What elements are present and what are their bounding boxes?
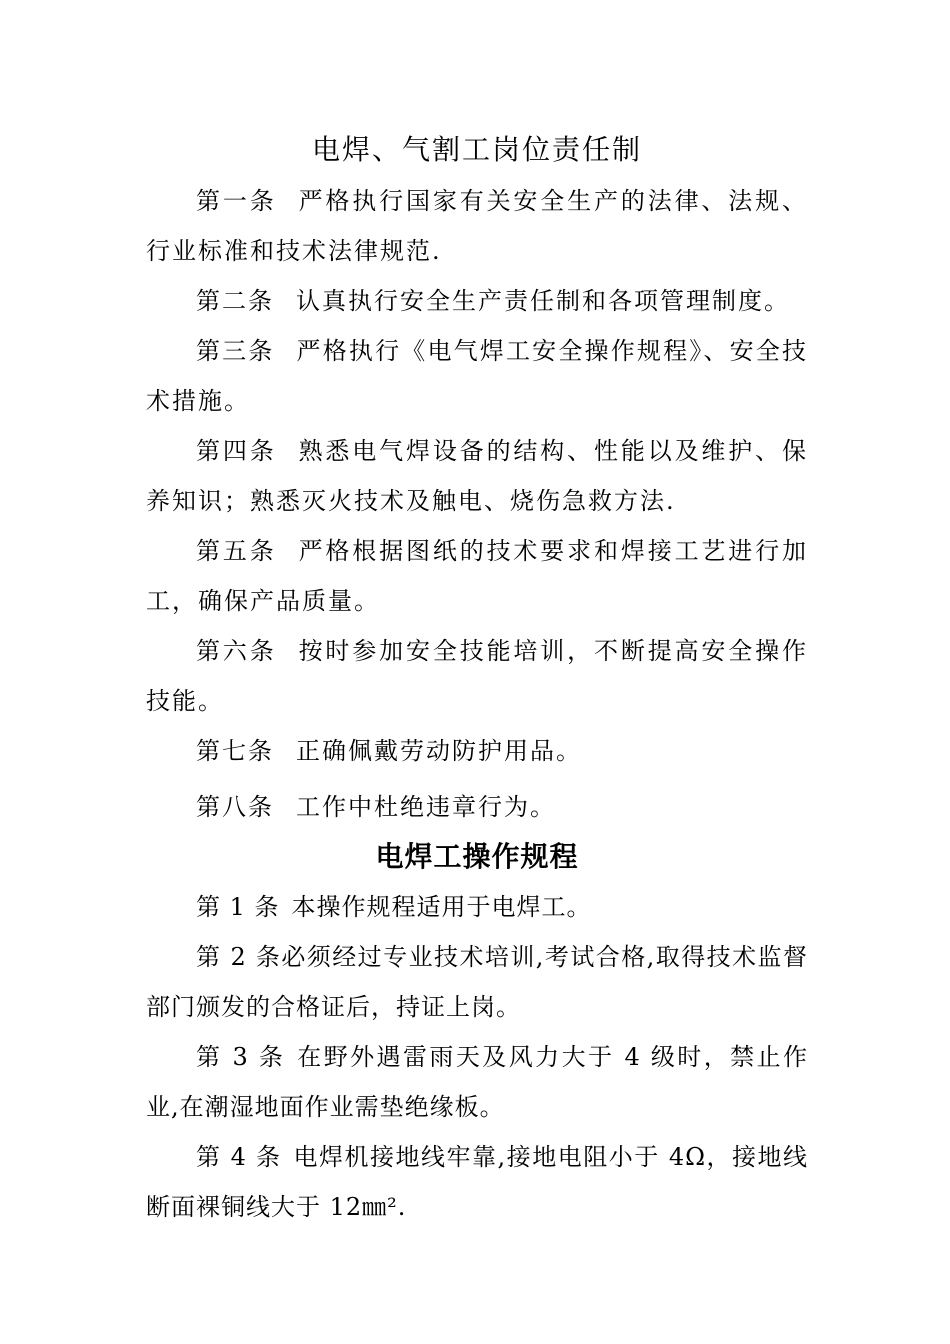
- rule-number: 第 4 条: [196, 1143, 282, 1171]
- article-2: [146, 276, 808, 326]
- rule-3: [146, 1032, 808, 1132]
- section1-articles: [146, 176, 808, 832]
- article-4: [146, 426, 808, 526]
- article-text: 严格执行国家有关安全生产的法律、法规、行业标准和技术法律规范.: [146, 187, 809, 265]
- article-text: 严格根据图纸的技术要求和焊接工艺进行加工，确保产品质量。: [146, 537, 809, 615]
- rule-1: [146, 882, 808, 932]
- article-3: [146, 326, 808, 426]
- rule-2: [146, 932, 808, 1032]
- rule-number: 第 3 条: [196, 1043, 286, 1071]
- section2-rules: [146, 882, 808, 1232]
- article-number: 第五条: [196, 537, 277, 565]
- rule-text: 在野外遇雷雨天及风力大于 4 级时，禁止作业,在潮湿地面作业需垫绝缘板。: [146, 1043, 809, 1121]
- rule-number: 第 2 条: [196, 943, 282, 971]
- article-7: [146, 726, 808, 776]
- rule-4: [146, 1132, 808, 1232]
- rule-text: 必须经过专业技术培训,考试合格,取得技术监督部门颁发的合格证后，持证上岗。: [146, 943, 808, 1021]
- rule-text: 电焊机接地线牢靠,接地电阻小于 4Ω，接地线断面裸铜线大于 12㎜².: [146, 1143, 808, 1221]
- article-8: [146, 782, 808, 832]
- section2-title: 电焊工操作规程: [375, 840, 579, 873]
- rule-text: 本操作规程适用于电焊工。: [291, 893, 592, 921]
- article-number: 第三条: [196, 337, 275, 365]
- article-number: 第八条: [196, 793, 274, 821]
- article-6: [146, 626, 808, 726]
- article-text: 严格执行《电气焊工安全操作规程》、安全技术措施。: [146, 337, 808, 415]
- article-1: [146, 176, 808, 276]
- article-text: 熟悉电气焊设备的结构、性能以及维护、保养知识；熟悉灭火技术及触电、烧伤急救方法.: [146, 437, 809, 515]
- article-number: 第七条: [196, 737, 274, 765]
- article-number: 第六条: [196, 637, 277, 665]
- article-text: 工作中杜绝违章行为。: [296, 793, 556, 821]
- article-text: 正确佩戴劳动防护用品。: [296, 737, 582, 765]
- section1-title: 电焊、气割工岗位责任制: [311, 133, 642, 166]
- document-page: [146, 128, 808, 1232]
- article-number: 第四条: [196, 437, 277, 465]
- article-text: 认真执行安全生产责任制和各项管理制度。: [296, 287, 790, 315]
- rule-number: 第 1 条: [196, 893, 280, 921]
- article-text: 按时参加安全技能培训，不断提高安全操作技能。: [146, 637, 809, 715]
- article-number: 第一条: [196, 187, 277, 215]
- article-number: 第二条: [196, 287, 274, 315]
- article-5: [146, 526, 808, 626]
